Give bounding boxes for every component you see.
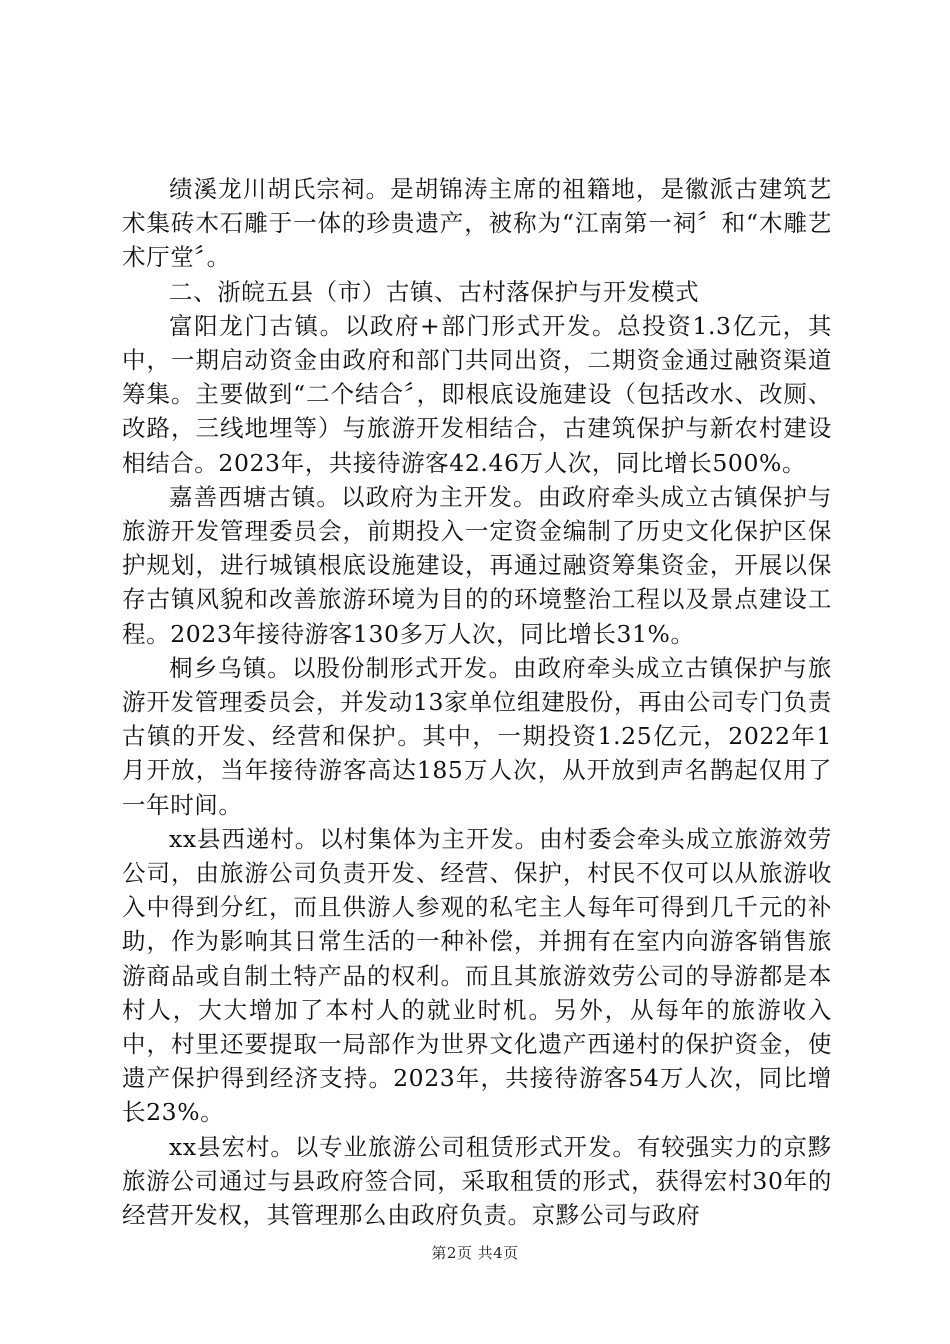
paragraph-hongcun-village: xx县宏村。以专业旅游公司租赁形式开发。有较强实力的京黟旅游公司通过与县政府签合同，采取租赁的形式，获得宏村30年的经营开发权，其管理那么由政府负责。京黟公司与政府 <box>122 1132 832 1230</box>
paragraph-longchuan-hu-ancestral-hall: 绩溪龙川胡氏宗祠。是胡锦涛主席的祖籍地，是徽派古建筑艺术集砖木石雕于一体的珍贵遗产，被称为“江南第一祠〞和“木雕艺术厅堂〞。 <box>122 175 832 272</box>
paragraph-jiashan-xitang: 嘉善西塘古镇。以政府为主开发。由政府牵头成立古镇保护与旅游开发管理委员会，前期投入一定资金编制了历史文化保护区保护规划，进行城镇根底设施建设，再通过融资筹集资金，开展以保存古镇风貌和改善旅游环境为目的的环境整治工程以及景点建设工程。2023年接待游客130多万人次，同比增长31%。 <box>122 482 832 648</box>
paragraph-tongxiang-wuzhen: 桐乡乌镇。以股份制形式开发。由政府牵头成立古镇保护与旅游开发管理委员会，并发动13家单位组建股份，再由公司专门负责古镇的开发、经营和保护。其中，一期投资1.25亿元，2022年1月开放，当年接待游客高达185万人次，从开放到声名鹊起仅用了一年时间。 <box>122 653 832 819</box>
paragraph-xidi-village: xx县西递村。以村集体为主开发。由村委会牵头成立旅游效劳公司，由旅游公司负责开发、经营、保护，村民不仅可以从旅游收入中得到分红，而且供游人参观的私宅主人每年可得到几千元的补助，作为影响其日常生活的一种补偿，并拥有在室内向游客销售旅游商品或自制土特产品的权利。而且其旅游效劳公司的导游都是本村人，大大增加了本村人的就业时机。另外，从每年的旅游收入中，村里还要提取一局部作为世界文化遗产西递村的保护资金，使遗产保护得到经济支持。2023年，共接待游客54万人次，同比增长23%。 <box>122 824 832 1127</box>
document-body <box>122 172 832 1232</box>
page-number-footer: 第2页 共4页 <box>431 1244 519 1262</box>
paragraph-fuyang-longmen: 富阳龙门古镇。以政府+部门形式开发。总投资1.3亿元，其中，一期启动资金由政府和部门共同出资，二期资金通过融资渠道筹集。主要做到“二个结合〞，即根底设施建设（包括改水、改厕、改路，三线地埋等）与旅游开发相结合，古建筑保护与新农村建设相结合。2023年，共接待游客42.46万人次，同比增长500%。 <box>122 311 832 477</box>
section-heading-protection-models: 二、浙皖五县（市）古镇、古村落保护与开发模式 <box>169 277 700 306</box>
